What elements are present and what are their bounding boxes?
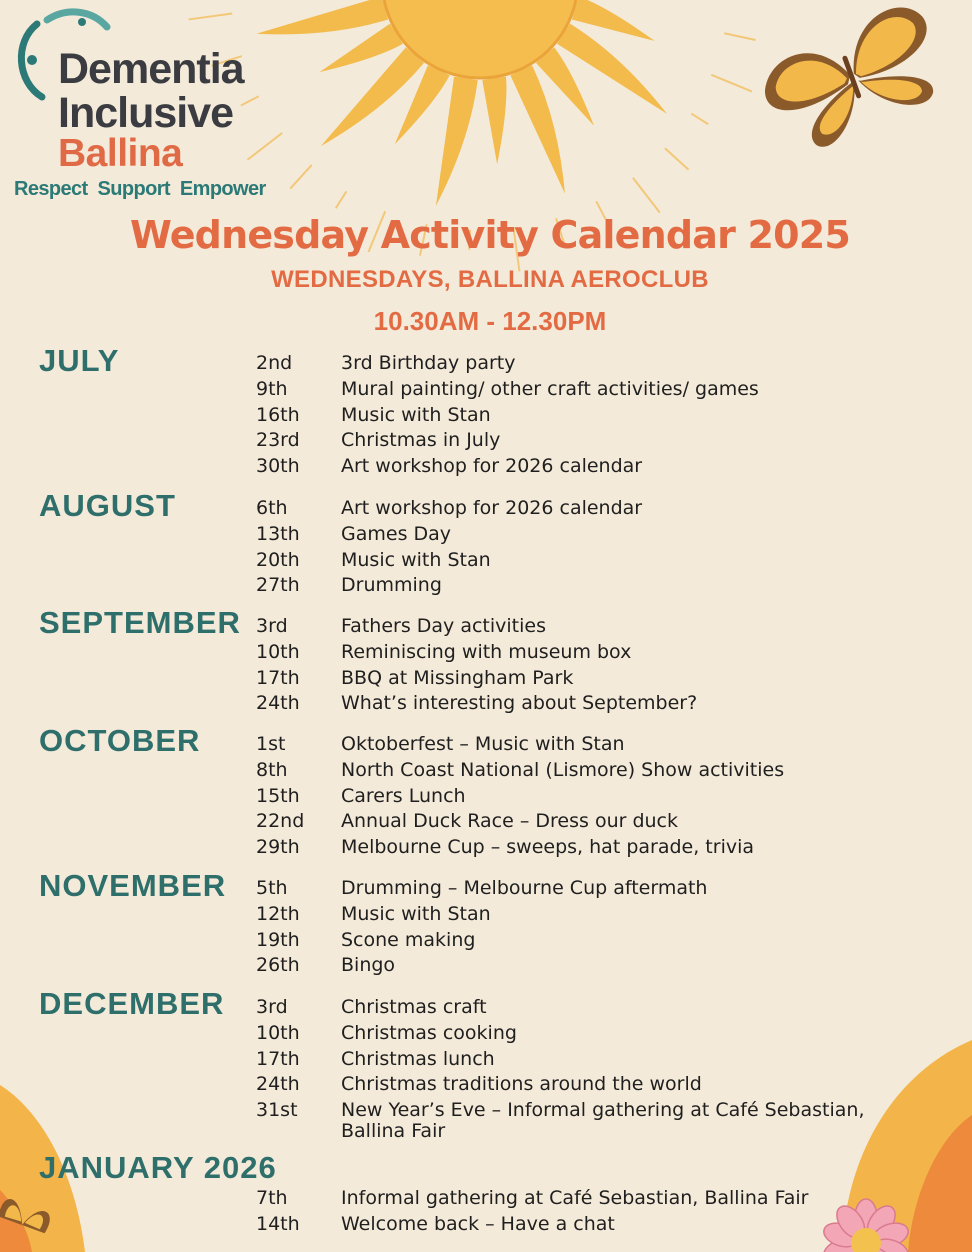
event-date: 3rd [256,996,288,1018]
event-date: 6th [256,497,288,519]
dementia-inclusive-logo [12,2,292,207]
sun-line [290,165,312,189]
event-date: 15th [256,784,300,807]
event-date: 10th [256,640,300,663]
event-description: Christmas traditions around the world [341,1073,702,1096]
sun-line [665,148,689,170]
sun-line [724,33,755,40]
event-description: Melbourne Cup – sweeps, hat parade, trivia [341,836,755,859]
page-title: Wednesday Activity Calendar 2025 [129,213,851,257]
event-date: 31st [256,1099,298,1122]
sun-line [336,191,347,208]
event-description: Scone making [341,928,476,951]
event-row [0,352,972,376]
time-subtitle: 10.30AM - 12.30PM [373,306,607,336]
event-row [0,455,972,479]
logo-word-ballina: Ballina [58,132,183,175]
event-date: 23rd [256,429,300,452]
event-description: Informal gathering at Café Sebastian, Ballina Fair [341,1187,809,1209]
event-description: Christmas cooking [341,1021,517,1044]
event-row [0,429,972,453]
month-heading: SEPTEMBER [39,605,241,640]
event-row [0,523,972,547]
event-date: 8th [256,758,288,781]
event-description: BBQ at Missingham Park [341,666,574,689]
event-date: 7th [256,1187,288,1209]
event-row [0,996,972,1020]
event-description: Art workshop for 2026 calendar [341,455,643,478]
event-row [0,929,972,953]
event-date: 26th [256,954,300,977]
event-row [0,1022,972,1046]
event-description: Reminiscing with museum box [341,640,632,663]
event-row [0,810,972,834]
event-row [0,1213,972,1237]
event-description: Oktoberfest – Music with Stan [341,733,625,755]
event-description: Mural painting/ other craft activities/ games [341,377,759,400]
sun-ray [436,77,478,206]
event-description: Drumming – Melbourne Cup aftermath [341,877,708,899]
event-description: Fathers Day activities [341,615,546,637]
event-description-continued: Ballina Fair [341,1120,446,1143]
event-row [0,549,972,573]
sun-line [691,114,708,125]
event-row [0,1187,972,1211]
event-row [0,1099,972,1143]
venue-subtitle: WEDNESDAYS, BALLINA AEROCLUB [271,266,709,293]
sun-line [711,75,752,92]
sun-line [633,178,660,213]
event-date: 22nd [256,810,305,833]
event-row [0,759,972,783]
butterfly-illustration [752,0,954,160]
event-description: North Coast National (Lismore) Show activities [341,758,785,781]
event-date: 12th [256,902,300,925]
event-description: Games Day [341,522,452,545]
event-row [0,615,972,639]
event-description: Drumming [341,574,442,597]
event-date: 16th [256,403,300,426]
event-date: 10th [256,1021,300,1044]
event-description: Christmas in July [341,429,501,452]
event-row [0,641,972,665]
event-row [0,1073,972,1097]
event-description: Annual Duck Race – Dress our duck [341,810,679,833]
event-row [0,785,972,809]
event-description: Bingo [341,954,396,977]
event-row [0,877,972,901]
event-date: 17th [256,1047,300,1070]
month-heading: JANUARY 2026 [39,1150,277,1185]
event-description: Music with Stan [341,902,491,925]
event-row [0,954,972,978]
event-date: 17th [256,666,300,689]
month-heading: AUGUST [39,488,176,523]
event-row [0,1048,972,1072]
event-row [0,667,972,691]
event-row [0,836,972,860]
month-heading: NOVEMBER [39,868,227,903]
sun-ray [482,77,506,165]
event-date: 9th [256,377,288,400]
event-date: 30th [256,455,300,478]
event-row [0,574,972,598]
event-description: Christmas lunch [341,1047,495,1070]
logo-tagline: Respect Support Empower [14,178,266,200]
event-date: 20th [256,548,300,571]
event-date: 1st [256,733,286,755]
event-description: New Year’s Eve – Informal gathering at Café Sebastian, [341,1099,865,1122]
logo-word-dementia: Dementia [58,45,244,93]
month-heading: DECEMBER [39,986,225,1021]
event-description: Art workshop for 2026 calendar [341,497,643,519]
event-date: 24th [256,692,300,715]
logo-word-inclusive: Inclusive [58,89,234,137]
event-description: 3rd Birthday party [341,352,516,374]
event-date: 5th [256,877,288,899]
event-row [0,497,972,521]
event-date: 24th [256,1073,300,1096]
event-date: 27th [256,574,300,597]
event-date: 13th [256,522,300,545]
event-row [0,733,972,757]
event-row [0,692,972,716]
event-description: Music with Stan [341,548,491,571]
event-date: 3rd [256,615,288,637]
event-row [0,378,972,402]
event-date: 14th [256,1212,300,1235]
month-heading: JULY [39,343,120,378]
event-description: Music with Stan [341,403,491,426]
event-description: Carers Lunch [341,784,466,807]
event-date: 2nd [256,352,293,374]
month-heading: OCTOBER [39,723,201,758]
event-description: Christmas craft [341,996,487,1018]
event-description: Welcome back – Have a chat [341,1212,615,1235]
event-row [0,903,972,927]
event-date: 29th [256,836,300,859]
event-description: What’s interesting about September? [341,692,698,715]
event-date: 19th [256,928,300,951]
event-row [0,404,972,428]
